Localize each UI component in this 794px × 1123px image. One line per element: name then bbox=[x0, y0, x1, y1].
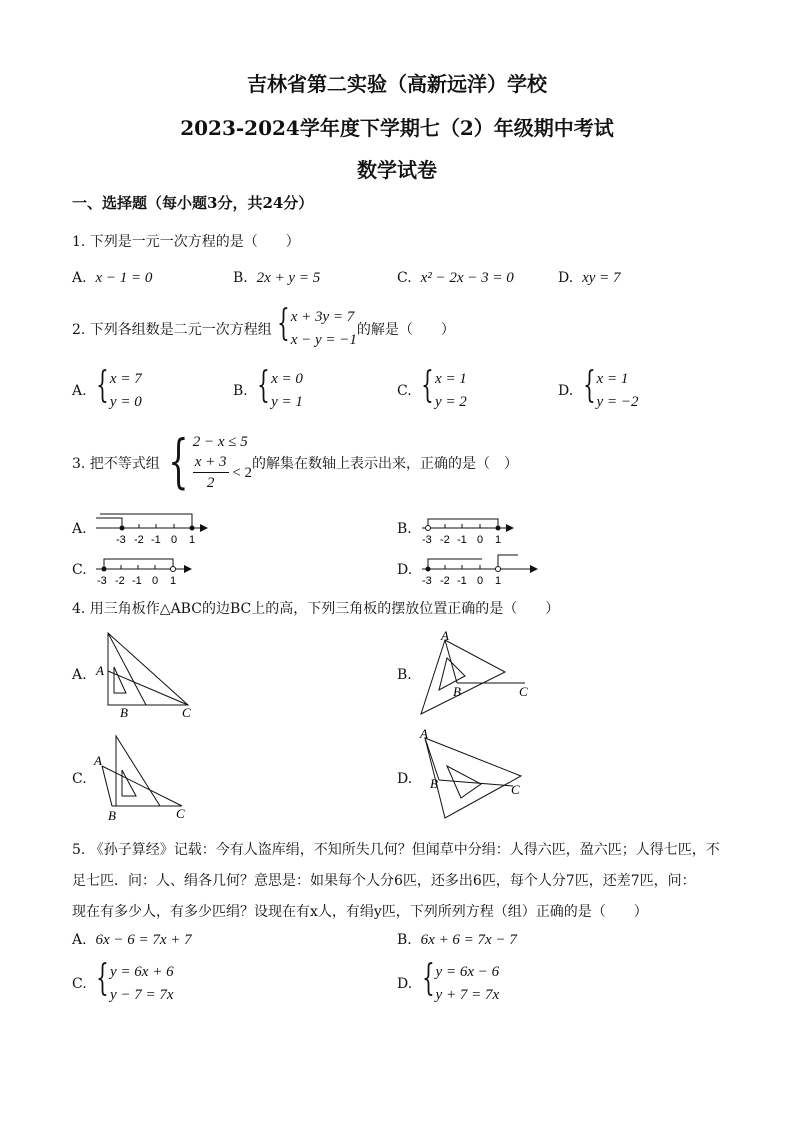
endpoint-left bbox=[426, 567, 431, 572]
tick-label: 0 bbox=[152, 575, 159, 587]
edge-ac bbox=[102, 766, 182, 806]
set-square-inner bbox=[122, 770, 136, 796]
q2-option-a[interactable]: A. { x = 7 y = 0 bbox=[72, 365, 142, 410]
endpoint-right bbox=[496, 526, 501, 531]
point-a: A bbox=[441, 628, 449, 643]
q3-option-d-numberline[interactable] bbox=[418, 553, 548, 589]
solution-ray-2 bbox=[428, 559, 482, 566]
edge-ab bbox=[445, 640, 457, 683]
endpoint-left bbox=[102, 567, 107, 572]
point-c: C bbox=[511, 782, 520, 797]
q4-option-a-label[interactable]: A. bbox=[72, 667, 87, 683]
point-c: C bbox=[176, 806, 185, 821]
tick-label: -2 bbox=[440, 575, 450, 587]
q3-option-c-numberline[interactable] bbox=[92, 553, 202, 589]
tick-label: -3 bbox=[116, 534, 126, 546]
point-a: A bbox=[94, 753, 102, 768]
point-c: C bbox=[519, 684, 528, 699]
q1-option-c[interactable]: C. x² − 2x − 3 = 0 bbox=[397, 270, 514, 286]
tick-label: 1 bbox=[495, 534, 502, 546]
q3-stem: 3. 把不等式组 { 2 − x ≤ 5 x + 3 2 < 2 的解集在数轴上表示出来，正确的是（ ） bbox=[72, 427, 518, 495]
q4-option-d-figure[interactable] bbox=[415, 726, 545, 826]
q3-option-b-label[interactable]: B. bbox=[397, 521, 412, 537]
axis-arrow bbox=[200, 524, 208, 532]
q4-option-c-label[interactable]: C. bbox=[72, 771, 87, 787]
tick-label: -1 bbox=[457, 575, 467, 587]
q2-option-d[interactable]: D. { x = 1 y = −2 bbox=[558, 365, 639, 410]
axis-arrow bbox=[506, 524, 514, 532]
solution-ray-1 bbox=[96, 518, 122, 525]
endpoint-left bbox=[426, 526, 431, 531]
q4-option-b-label[interactable]: B. bbox=[397, 667, 412, 683]
point-b: B bbox=[120, 705, 128, 720]
q5-option-a[interactable]: A. 6x − 6 = 7x + 7 bbox=[72, 932, 192, 948]
q2-stem: 2. 下列各组数是二元一次方程组 { x + 3y = 7 x − y = −1 的解是（ ） bbox=[72, 306, 455, 352]
point-b: B bbox=[430, 776, 438, 791]
edge-ab bbox=[425, 738, 439, 780]
q1-option-d[interactable]: D. xy = 7 bbox=[558, 270, 621, 286]
tick-label: 1 bbox=[495, 575, 502, 587]
tick-label: 1 bbox=[189, 534, 196, 546]
ticks bbox=[122, 524, 192, 528]
q5-option-b[interactable]: B. 6x + 6 = 7x − 7 bbox=[397, 932, 517, 948]
triangle-abc bbox=[108, 633, 188, 705]
endpoint-right bbox=[496, 567, 501, 572]
endpoint-right bbox=[190, 526, 195, 531]
q5-line-3: 现在有多少人，有多少匹绢？设现在有x人，有绢y匹，下列所列方程（组）正确的是（ ） bbox=[72, 904, 648, 920]
tick-label: -2 bbox=[134, 534, 144, 546]
q5-option-d[interactable]: D. { y = 6x − 6 y + 7 = 7x bbox=[397, 958, 500, 1003]
ticks bbox=[104, 565, 173, 569]
axis-arrow bbox=[530, 565, 538, 573]
q5-line-2: 足七匹．问：人、绢各几何？意思是：如果每个人分6匹，还多出6匹，每个人分7匹，还差7匹，问： bbox=[72, 873, 696, 889]
q4-stem: 4. 用三角板作△ABC的边BC上的高，下列三角板的摆放位置正确的是（ ） bbox=[72, 601, 560, 617]
tick-label: -1 bbox=[151, 534, 161, 546]
q3-option-a-label[interactable]: A. bbox=[72, 521, 87, 537]
endpoint-right bbox=[171, 567, 176, 572]
point-b: B bbox=[108, 808, 116, 823]
q5-option-c[interactable]: C. { y = 6x + 6 y − 7 = 7x bbox=[72, 958, 174, 1003]
q2-option-b[interactable]: B. { x = 0 y = 1 bbox=[233, 365, 303, 410]
edge bbox=[108, 671, 188, 705]
endpoint-left bbox=[120, 526, 125, 531]
tick-label: -3 bbox=[422, 534, 432, 546]
q4-option-c-figure[interactable] bbox=[90, 730, 200, 825]
tick-label: -3 bbox=[97, 575, 107, 587]
point-b: B bbox=[453, 684, 461, 699]
set-square-inner bbox=[114, 667, 126, 693]
q4-option-b-figure[interactable] bbox=[415, 628, 545, 720]
solution-ray-1 bbox=[498, 555, 518, 566]
point-a: A bbox=[96, 663, 104, 678]
set-square bbox=[425, 738, 521, 818]
tick-label: -2 bbox=[115, 575, 125, 587]
subject-title: 数学试卷 bbox=[357, 158, 437, 182]
q3-system: { 2 − x ≤ 5 x + 3 2 < 2 bbox=[168, 427, 252, 495]
q3-option-c-label[interactable]: C. bbox=[72, 562, 87, 578]
tick-label: -1 bbox=[457, 534, 467, 546]
solution-segment bbox=[104, 559, 173, 566]
tick-label: -3 bbox=[422, 575, 432, 587]
edge-ab bbox=[102, 766, 112, 806]
tick-label: 0 bbox=[477, 534, 484, 546]
tick-label: -2 bbox=[440, 534, 450, 546]
tick-label: 0 bbox=[477, 575, 484, 587]
q1-option-b[interactable]: B. 2x + y = 5 bbox=[233, 270, 321, 286]
solution-ray-2 bbox=[100, 514, 192, 528]
tick-label: 1 bbox=[170, 575, 177, 587]
school-title: 吉林省第二实验（高新远洋）学校 bbox=[247, 72, 547, 96]
q2-system: { x + 3y = 7 x − y = −1 bbox=[276, 303, 357, 348]
q4-option-a-figure[interactable] bbox=[90, 625, 200, 720]
point-a: A bbox=[420, 726, 428, 741]
exam-title: 2023-2024学年度下学期七（2）年级期中考试 bbox=[180, 116, 614, 140]
tick-label: 0 bbox=[171, 534, 178, 546]
q3-option-a-numberline[interactable] bbox=[92, 512, 212, 548]
q1-option-a[interactable]: A. x − 1 = 0 bbox=[72, 270, 153, 286]
ticks bbox=[428, 524, 498, 528]
q3-option-d-label[interactable]: D. bbox=[397, 562, 413, 578]
ticks bbox=[428, 565, 498, 569]
q4-option-d-label[interactable]: D. bbox=[397, 771, 413, 787]
tick-label: -1 bbox=[132, 575, 142, 587]
axis-arrow bbox=[184, 565, 192, 573]
set-square-inner bbox=[439, 658, 465, 690]
point-c: C bbox=[182, 705, 191, 720]
q3-option-b-numberline[interactable] bbox=[418, 512, 548, 548]
q2-option-c[interactable]: C. { x = 1 y = 2 bbox=[397, 365, 467, 410]
q1-stem: 1. 下列是一元一次方程的是（ ） bbox=[72, 234, 300, 250]
section-heading: 一、选择题（每小题3分，共24分） bbox=[72, 194, 314, 212]
q5-line-1: 5. 《孙子算经》记载：今有人盗库绢，不知所失几何？但闻草中分绢：人得六匹，盈六匹；人得七匹，不 bbox=[72, 842, 720, 858]
solution-segment bbox=[428, 519, 498, 525]
